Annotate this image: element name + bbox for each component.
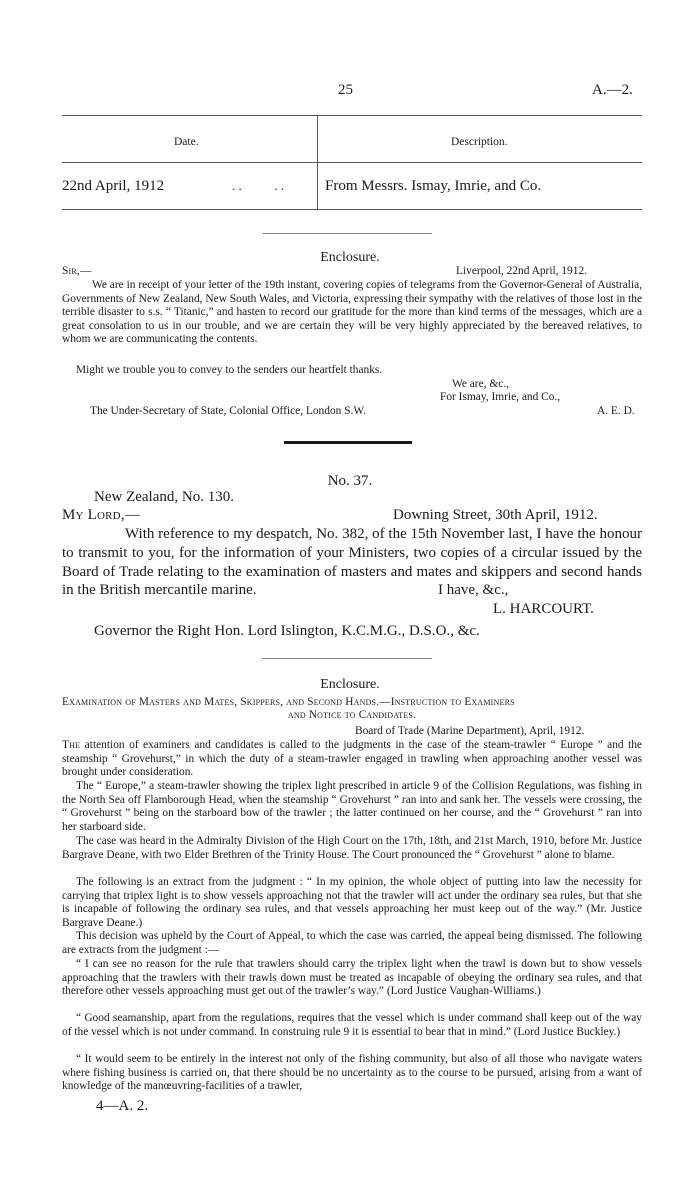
downing-street-date: Downing Street, 30th April, 1912. xyxy=(393,507,598,523)
paragraph-8: “ It would seem to be entirely in the interest not only of the fishing community, but also of all those who navigate waters where fishing business is carried on, that there should be no uncertainty as to the course to be pursued, arising from a want of knowledge of the manœuvring-facilities of a trawler, xyxy=(62,1053,642,1093)
i-have: I have, &c., xyxy=(438,582,509,598)
paragraph-1-text: attention of examiners and candidates is called to the judgments in the case of the steam-trawler “ Europe ” and the steamship “ Grovehurst,” in which the duty of a steam-trawler engaged in trawling when approaching another vessel was brought under consideration. xyxy=(62,739,642,779)
we-are: We are, &c., xyxy=(452,378,509,390)
despatch-body: With reference to my despatch, No. 382, of the 15th November last, I have the honour to transmit to you, for the information of your Ministers, two copies of a circular issued by the Board of Trade relating to the examination of masters and mates and skippers and second hands in the British mercantile marine. xyxy=(62,526,642,599)
paragraph-1-lead: The xyxy=(62,739,81,751)
table-row-description: From Messrs. Ismay, Imrie, and Co. xyxy=(325,178,542,194)
salutation-my-lord: My Lord,— xyxy=(62,507,140,523)
place-date: Liverpool, 22nd April, 1912. xyxy=(456,265,587,277)
table-bottom-rule xyxy=(62,209,642,210)
table-top-rule xyxy=(62,115,642,116)
table-header-rule xyxy=(62,162,642,163)
series-reference: A.—2. xyxy=(592,82,633,98)
paragraph-1 xyxy=(62,739,642,780)
printer-signature-mark: 4—A. 2. xyxy=(96,1098,149,1114)
paragraph-6: “ I can see no reason for the rule that trawlers should carry the triplex light when the trawl is down but to show vessels approaching that the trawlers with their trawls down must be treated as incapable of obeying the ordinary sea rules, and that therefore other vessels approaching must get out of the trawler’s way.” (Lord Justice Vaughan-Williams.) xyxy=(62,958,642,998)
date-column-header: Date. xyxy=(174,136,199,148)
paragraph-5: This decision was upheld by the Court of Appeal, to which the case was carried, the appeal being dismissed. The following are extracts from the judgment :— xyxy=(62,930,642,956)
salutation: Sir,— xyxy=(62,265,92,277)
section-heavy-rule xyxy=(284,441,412,444)
circular-heading-line2: and Notice to Candidates. xyxy=(287,709,417,721)
page-number: 25 xyxy=(338,82,353,98)
table-row-date: 22nd April, 1912 xyxy=(62,178,165,194)
paragraph-7: “ Good seamanship, apart from the regulations, requires that the vessel which is under command shall keep out of the way of the vessel which is not under command. In construing rule 9 it is essential to bear that in mind.” (Lord Justice Buckley.) xyxy=(62,1012,642,1038)
short-divider-2 xyxy=(262,658,432,659)
addressee: The Under-Secretary of State, Colonial Office, London S.W. xyxy=(90,405,366,417)
signature-harcourt: L. HARCOURT. xyxy=(493,601,594,617)
description-column-header: Description. xyxy=(451,136,508,148)
paragraph-4: The following is an extract from the judgment : “ In my opinion, the whole object of putting into law the necessity for carrying that triplex light is to show vessels approaching not that the trawler will act under the ordinary sea rules, but that she is incapable of following the ordinary sea rules, and that vessels approaching her must keep out of the way.” (Mr. Justice Bargrave Deane.) xyxy=(62,876,642,929)
paragraph-2: The “ Europe,” a steam-trawler showing the triplex light prescribed in article 9 of the Collision Regulations, was fishing in the North Sea off Flamborough Head, when the steamship “ Grovehurst ” ran into and sank her. The vessels were crossing, the “ Grovehurst ” being on the starboard bow of the trawler ; the latter continued on her course, and the “ Grovehurst ” ran into her starboard side. xyxy=(62,780,642,833)
document-number: No. 37. xyxy=(327,473,373,489)
board-of-trade: Board of Trade (Marine Department), April, 1912. xyxy=(355,725,585,737)
governor-addressee: Governor the Right Hon. Lord Islington, K.C.M.G., D.S.O., &c. xyxy=(94,623,480,639)
short-divider xyxy=(262,233,432,234)
circular-heading-line1: Examination of Masters and Mates, Skippers, and Second Hands.—Instruction to Examiners xyxy=(62,696,515,708)
closing-line: Might we trouble you to convey to the senders our heartfelt thanks. xyxy=(76,364,383,376)
enclosure-title-2: Enclosure. xyxy=(320,677,380,692)
paragraph-3: The case was heard in the Admiralty Division of the High Court on the 17th, 18th, and 21st March, 1910, before Mr. Justice Bargrave Deane, with two Elder Brethren of the Trinity House. The Court pronounced the “ Grovehurst ” alone to blame. xyxy=(62,835,642,861)
for-firm: For Ismay, Imrie, and Co., xyxy=(440,391,561,403)
table-row-leader-dots: . . . . xyxy=(232,178,284,193)
enclosure-title: Enclosure. xyxy=(320,250,380,265)
despatch-reference: New Zealand, No. 130. xyxy=(94,489,234,505)
initials: A. E. D. xyxy=(597,405,635,417)
letter-body: We are in receipt of your letter of the 19th instant, covering copies of telegrams from the Governor-General of Australia, Governments of New Zealand, New South Wales, and Victoria, expressing their sympathy with the relatives of those lost in the terrible disaster to s.s. “ Titanic,” and hasten to record our gratitude for the more than kind terms of the messages, which are a great consolation to us in our trouble, and we are certain they will be very highly appreciated by the bereaved relatives, to whom we are communicating the contents. xyxy=(62,279,642,346)
